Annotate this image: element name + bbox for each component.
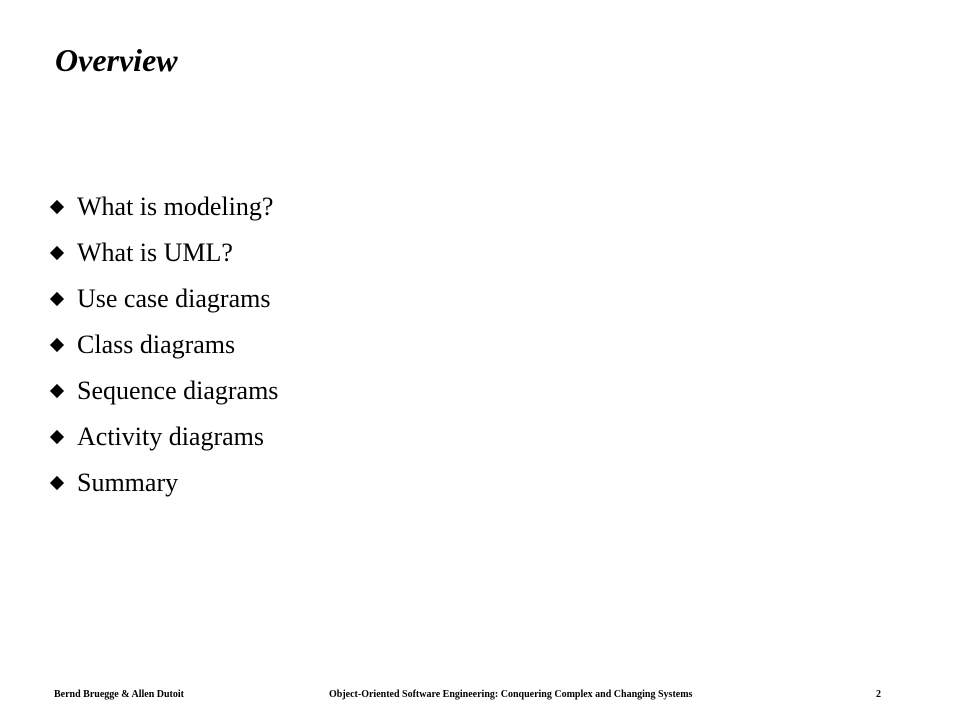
footer-page-number: 2 bbox=[876, 689, 881, 700]
bullet-list bbox=[50, 184, 278, 506]
bullet-text: What is modeling? bbox=[77, 192, 274, 221]
bullet-item bbox=[50, 460, 278, 506]
diamond-bullet-icon bbox=[50, 430, 64, 444]
bullet-item bbox=[50, 184, 278, 230]
bullet-text: Summary bbox=[77, 468, 179, 497]
diamond-bullet-icon bbox=[50, 292, 64, 306]
bullet-text: Use case diagrams bbox=[77, 284, 271, 313]
diamond-bullet-icon bbox=[50, 246, 64, 260]
bullet-item bbox=[50, 276, 278, 322]
diamond-bullet-icon bbox=[50, 200, 64, 214]
bullet-item bbox=[50, 414, 278, 460]
bullet-text: Activity diagrams bbox=[77, 422, 265, 451]
slide-title: Overview bbox=[55, 42, 178, 78]
bullet-item bbox=[50, 322, 278, 368]
diamond-bullet-icon bbox=[50, 384, 64, 398]
footer-book-title: Object-Oriented Software Engineering: Conquering Complex and Changing Systems bbox=[329, 689, 693, 700]
bullet-text: Sequence diagrams bbox=[77, 376, 279, 405]
bullet-item bbox=[50, 368, 278, 414]
bullet-text: What is UML? bbox=[77, 238, 233, 267]
footer-authors: Bernd Bruegge & Allen Dutoit bbox=[54, 689, 184, 700]
diamond-bullet-icon bbox=[50, 476, 64, 490]
diamond-bullet-icon bbox=[50, 338, 64, 352]
bullet-text: Class diagrams bbox=[77, 330, 236, 359]
bullet-item bbox=[50, 230, 278, 276]
